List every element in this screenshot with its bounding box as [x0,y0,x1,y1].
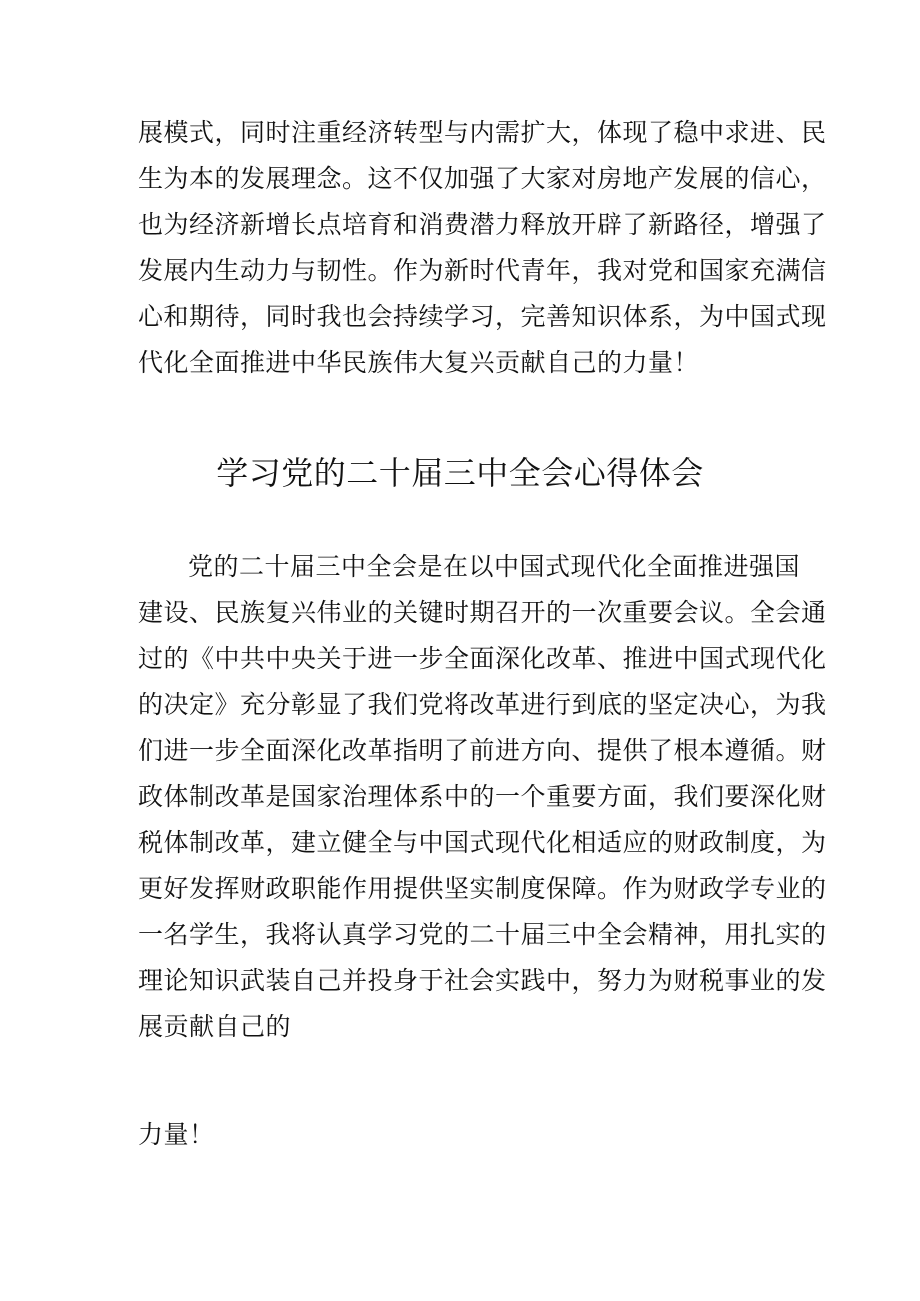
text-line: 理论知识武装自己并投身于社会实践中，努力为财税事业的发 [138,966,827,995]
section-heading: 学习党的二十届三中全会心得体会 [216,454,704,492]
text-line: 政体制改革是国家治理体系中的一个重要方面，我们要深化财 [138,782,827,811]
text-line: 过的《中共中央关于进一步全面深化改革、推进中国式现代化 [138,644,827,673]
text-line: 党的二十届三中全会是在以中国式现代化全面推进强国 [188,552,801,581]
paragraph-tail [138,1112,793,1158]
text-line: 建设、民族复兴伟业的关键时期召开的一次重要会议。全会通 [138,598,827,627]
text-line: 的决定》充分彰显了我们党将改革进行到底的坚定决心，为我 [138,690,827,719]
text-line: 展贡献自己的 [138,1012,292,1041]
text-line: 一名学生，我将认真学习党的二十届三中全会精神，用扎实的 [138,920,827,949]
text-line: 发展内生动力与韧性。作为新时代青年，我对党和国家充满信 [138,256,827,285]
text-line: 力量！ [138,1120,215,1149]
text-line: 更好发挥财政职能作用提供坚实制度保障。作为财政学专业的 [138,874,827,903]
text-line: 也为经济新增长点培育和消费潜力释放开辟了新路径，增强了 [138,210,827,239]
text-line: 展模式，同时注重经济转型与内需扩大，体现了稳中求进、民 [138,118,827,147]
text-line: 代化全面推进中华民族伟大复兴贡献自己的力量！ [138,348,700,377]
paragraph-body [138,544,827,1050]
text-line: 们进一步全面深化改革指明了前进方向、提供了根本遵循。财 [138,736,827,765]
paragraph-continuation [138,110,827,386]
text-line: 生为本的发展理念。这不仅加强了大家对房地产发展的信心， [138,164,827,193]
text-line: 心和期待，同时我也会持续学习，完善知识体系，为中国式现 [138,302,827,331]
text-line: 税体制改革，建立健全与中国式现代化相适应的财政制度，为 [138,828,827,857]
